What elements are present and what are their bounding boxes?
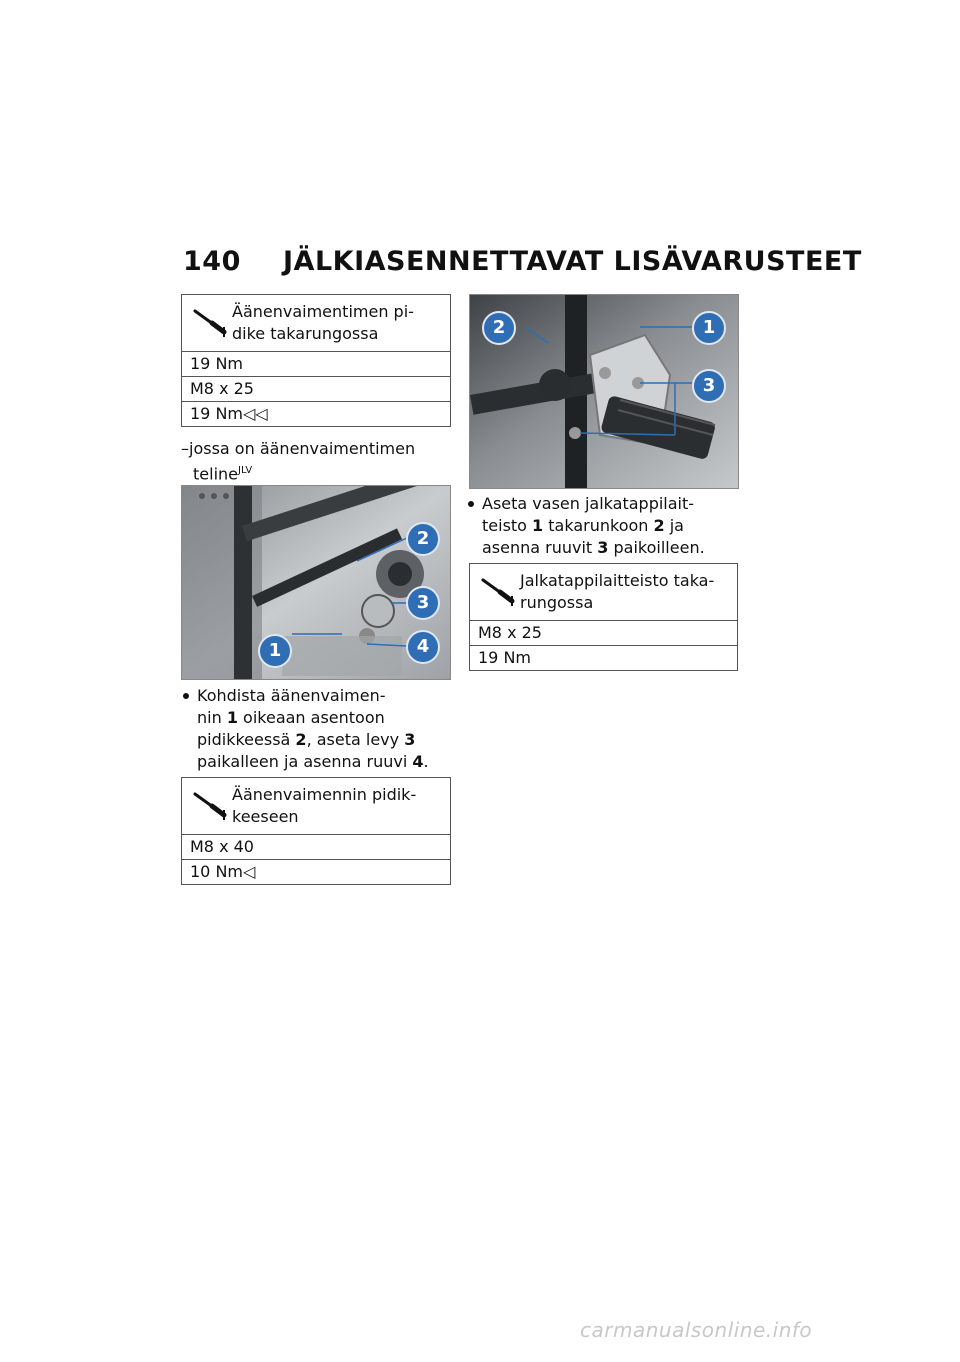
torque-row: 19 Nm bbox=[478, 648, 531, 667]
torque-table-footrest bbox=[469, 563, 738, 671]
callout-3: 3 bbox=[692, 369, 726, 403]
page-title: JÄLKIASENNETTAVAT LISÄVARUSTEET bbox=[283, 246, 862, 277]
torque-table-silencer-holder bbox=[181, 294, 451, 427]
torque-wrench-icon bbox=[192, 307, 228, 337]
watermark: carmanualsonline.info bbox=[580, 1318, 813, 1342]
torque-table-title: Äänenvaimentimen pi- dike takarungossa bbox=[232, 302, 414, 343]
torque-table-header bbox=[470, 564, 737, 621]
torque-table-header bbox=[182, 295, 450, 352]
torque-row: 19 Nm bbox=[182, 352, 450, 377]
bullet-icon bbox=[468, 501, 474, 507]
torque-table-title: Äänenvaimennin pidik- keeseen bbox=[232, 785, 417, 826]
torque-wrench-icon bbox=[192, 790, 228, 820]
photo-footrest-assembly bbox=[469, 294, 739, 489]
callout-2: 2 bbox=[482, 311, 516, 345]
photo-silencer-bracket bbox=[181, 485, 451, 680]
torque-table-silencer-to-holder bbox=[181, 777, 451, 885]
callout-1: 1 bbox=[692, 311, 726, 345]
torque-row: M8 x 40 bbox=[182, 835, 450, 860]
callout-3: 3 bbox=[406, 586, 440, 620]
callout-2: 2 bbox=[406, 522, 440, 556]
callout-4: 4 bbox=[406, 630, 440, 664]
torque-row: 19 Nm◁◁ bbox=[190, 404, 268, 423]
instruction-footrest: Aseta vasen jalkatappilait- teisto 1 takarunkoon 2 ja asenna ruuvit 3 paikoilleen. bbox=[482, 493, 742, 559]
equipment-code: JLV bbox=[238, 465, 253, 476]
torque-row: M8 x 25 bbox=[470, 621, 737, 646]
bullet-icon bbox=[183, 693, 189, 699]
instruction-align-silencer: Kohdista äänenvaimen- nin 1 oikeaan asentoon pidikkeessä 2, aseta levy 3 paikalleen ja asenna ruuvi 4. bbox=[197, 685, 452, 773]
torque-table-title: Jalkatappilaitteisto taka- rungossa bbox=[520, 571, 715, 612]
callout-1: 1 bbox=[258, 634, 292, 668]
note-silencer-bracket: –jossa on äänenvaimentimen teline$^{JLV}$ bbox=[181, 439, 416, 484]
page-number: 140 bbox=[183, 246, 241, 277]
torque-table-header bbox=[182, 778, 450, 835]
torque-row: 10 Nm◁ bbox=[190, 862, 256, 881]
torque-row: M8 x 25 bbox=[182, 377, 450, 402]
torque-wrench-icon bbox=[480, 576, 516, 606]
